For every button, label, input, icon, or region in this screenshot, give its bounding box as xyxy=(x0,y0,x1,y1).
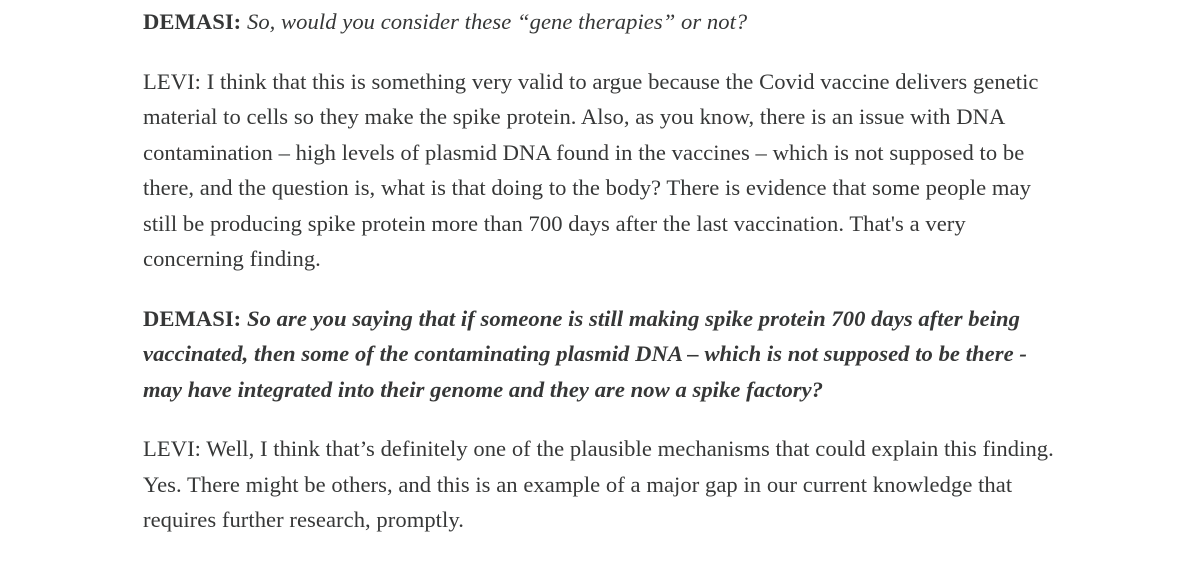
speaker-label: DEMASI: xyxy=(143,305,242,331)
question-text: So, would you consider these “gene therapies” or not? xyxy=(246,9,748,34)
question-text: So are you saying that if someone is still making spike protein 700 days after being vaccinated, then some of the contaminating plasmid DNA – which is not supposed to be there - may have integrated into their genome and they are now a spike factory? xyxy=(143,305,1027,402)
paragraph-levi-answer-2 xyxy=(143,431,1063,538)
answer-text: Well, I think that’s definitely one of the plausible mechanisms that could explain this finding. Yes. There might be others, and this is an example of a major gap in our current knowledge that requires further research, promptly. xyxy=(143,436,1054,532)
paragraph-demasi-question-1 xyxy=(143,4,1063,40)
paragraph-demasi-question-2 xyxy=(143,301,1063,408)
speaker-label: DEMASI: xyxy=(143,9,242,34)
paragraph-levi-answer-1 xyxy=(143,64,1063,277)
speaker-label: LEVI: xyxy=(143,436,201,461)
interview-article xyxy=(143,4,1063,562)
speaker-label: LEVI: xyxy=(143,68,201,94)
answer-text: I think that this is something very valid to argue because the Covid vaccine delivers genetic material to cells so they make the spike protein. Also, as you know, there is an issue with DNA contamination – high levels of plasmid DNA found in the vaccines – which is not supposed to be there, and the question is, what is that doing to the body? There is evidence that some people may still be producing spike protein more than 700 days after the last vaccination. That's a very concerning finding. xyxy=(143,68,1039,271)
